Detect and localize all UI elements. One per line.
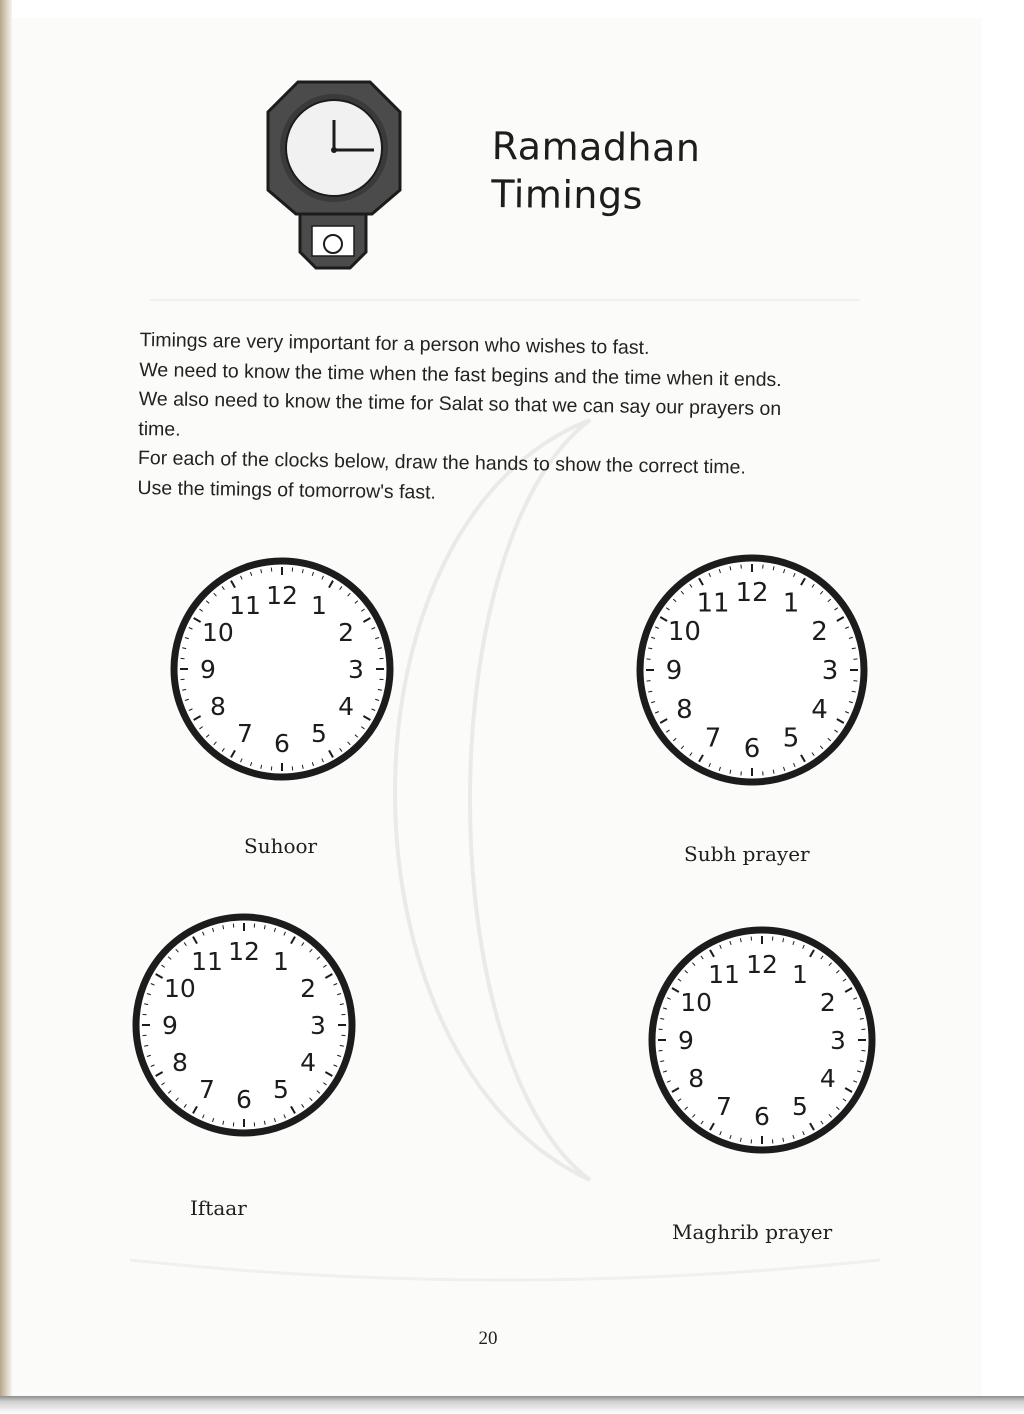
- clock-label-subh-prayer: Subh prayer: [684, 842, 810, 866]
- clock-numeral: 3: [310, 1011, 326, 1040]
- page-bottom-shadow: [0, 1396, 1024, 1414]
- clock-numeral: 7: [237, 719, 253, 749]
- instruction-line: We also need to know the time for Salat so that we can say our prayers on: [138, 387, 782, 421]
- clock-numeral: 11: [191, 946, 223, 976]
- clock-numeral: 7: [704, 723, 722, 754]
- title-line-1: Ramadhan: [491, 123, 701, 171]
- title-line-2: Timings: [491, 171, 644, 218]
- clock-numeral: 3: [830, 1026, 846, 1055]
- clock-numeral: 11: [229, 590, 261, 620]
- clock-numeral: 7: [199, 1075, 215, 1105]
- clock-face-subh-prayer[interactable]: [640, 558, 864, 782]
- clock-numeral: 10: [164, 974, 196, 1003]
- clock-numeral: 1: [273, 946, 289, 976]
- clock-label-suhoor: Suhoor: [244, 834, 318, 858]
- clock-label-iftaar: Iftaar: [190, 1196, 247, 1220]
- clock-numeral: 5: [311, 719, 327, 749]
- clock-numeral: 8: [676, 695, 693, 725]
- instruction-line: Use the timings of tomorrow's fast.: [137, 476, 437, 504]
- clock-numeral: 6: [274, 729, 290, 758]
- clock-numeral: 1: [782, 588, 800, 619]
- clock-numeral: 9: [200, 655, 216, 684]
- clock-numeral: 12: [735, 578, 769, 608]
- clock-numeral: 2: [300, 974, 317, 1003]
- clock-numeral: 12: [228, 937, 260, 966]
- clock-numeral: 11: [696, 588, 730, 619]
- clock-numeral: 4: [300, 1048, 317, 1077]
- clock-numeral: 6: [236, 1085, 252, 1114]
- clock-numeral: 5: [782, 723, 800, 754]
- clock-numeral: 9: [678, 1026, 694, 1055]
- clock-numeral: 1: [792, 960, 808, 990]
- instruction-line: Timings are very important for a person who wishes to fast.: [139, 328, 650, 360]
- clock-numeral: 7: [716, 1091, 732, 1121]
- clock-numeral: 6: [743, 734, 761, 764]
- clock-numeral: 2: [811, 617, 828, 647]
- clock-numeral: 6: [754, 1102, 770, 1131]
- clock-numeral: 5: [792, 1091, 808, 1121]
- clock-numeral: 5: [273, 1075, 289, 1105]
- clock-numeral: 10: [667, 617, 701, 647]
- clock-face-maghrib-prayer[interactable]: [652, 930, 872, 1150]
- clock-numeral: 2: [338, 618, 355, 647]
- clock-numeral: 10: [680, 988, 713, 1017]
- clock-numeral: 4: [338, 692, 355, 721]
- clock-label-maghrib-prayer: Maghrib prayer: [672, 1220, 833, 1244]
- clock-numeral: 9: [665, 656, 683, 686]
- clock-numeral: 3: [821, 656, 839, 686]
- clock-numeral: 11: [708, 960, 740, 990]
- clock-numeral: 2: [819, 988, 836, 1017]
- clock-numeral: 8: [171, 1048, 188, 1077]
- clock-face-iftaar[interactable]: [136, 917, 352, 1133]
- clock-numeral: 9: [162, 1011, 178, 1040]
- clock-numeral: 8: [688, 1064, 705, 1093]
- clock-numeral: 10: [202, 618, 234, 647]
- page-number: 20: [478, 1328, 498, 1349]
- clock-face-suhoor[interactable]: [174, 561, 390, 777]
- instruction-line: We need to know the time when the fast begins and the time when it ends.: [139, 358, 782, 391]
- clock-numeral: 12: [746, 950, 778, 979]
- clock-numeral: 3: [348, 655, 364, 684]
- clock-numeral: 4: [819, 1064, 836, 1093]
- instruction-line: time.: [138, 417, 181, 441]
- clock-numeral: 8: [209, 692, 226, 721]
- clock-numeral: 1: [311, 590, 327, 620]
- instruction-line: For each of the clocks below, draw the hands to show the correct time.: [137, 446, 747, 479]
- clock-numeral: 12: [266, 581, 298, 610]
- clock-numeral: 4: [811, 695, 828, 725]
